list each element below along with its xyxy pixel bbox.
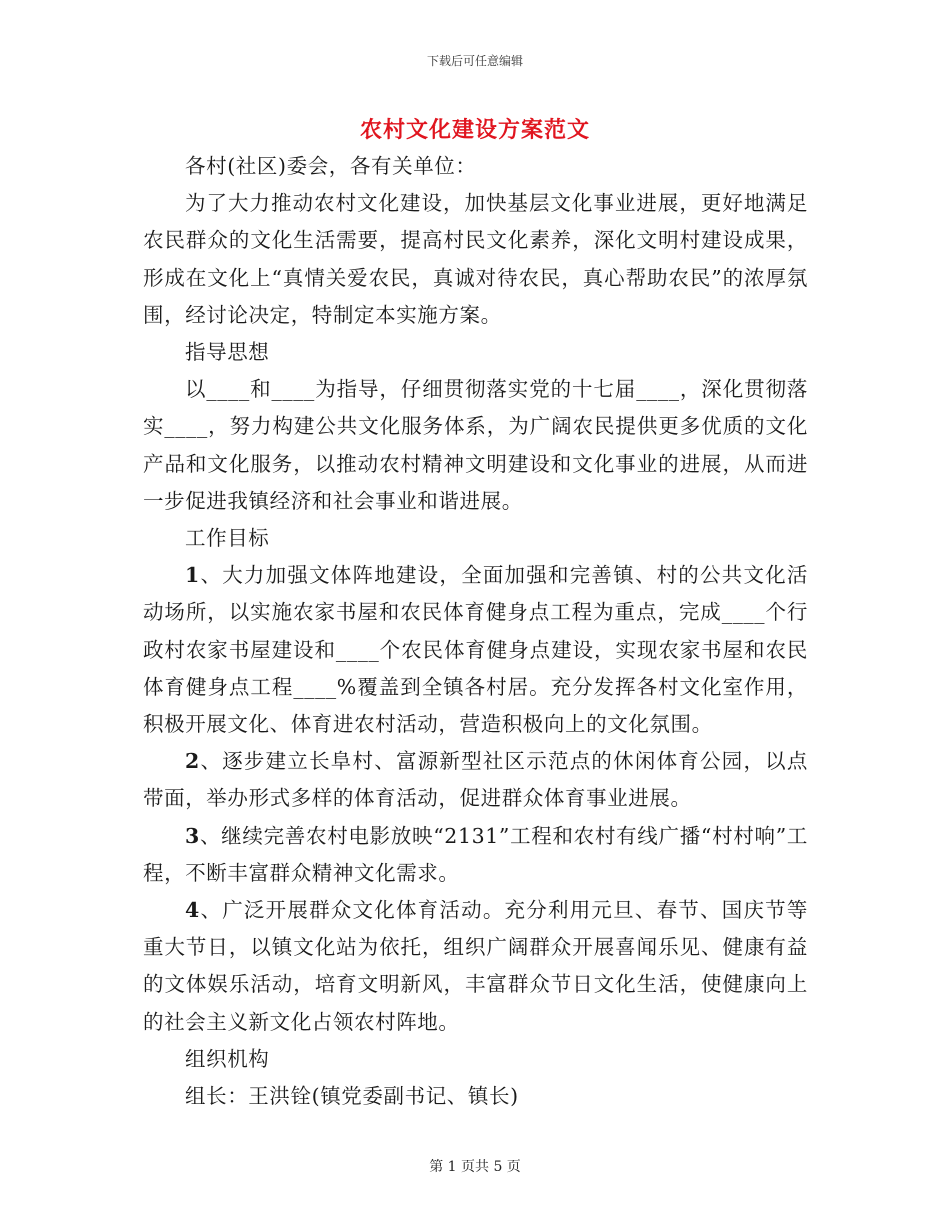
section-heading-org — [143, 1041, 808, 1078]
leader-paragraph — [143, 1078, 808, 1115]
paragraph-text: 为了大力推动农村文化建设，加快基层文化事业进展，更好地满足农民群众的文化生活需要，提高村民文化素养，深化文明村建设成果，形成在文化上“真情关爱农民，真诚对待农民，真心帮助农民”的浓厚氛围，经讨论决定，特制定本实施方案。 — [143, 191, 808, 327]
goal-item-3 — [143, 818, 808, 892]
paragraph-text: 、大力加强文体阵地建设，全面加强和完善镇、村的公共文化活动场所，以实施农家书屋和农民体育健身点工程为重点，完成____个行政村农家书屋建设和____个农民体育健身点建设，实现农家书屋和农民体育健身点工程____%覆盖到全镇各村居。充分发挥各村文化室作用，积极开展文化、体育进农村活动，营造积极向上的文化氛围。 — [143, 563, 808, 737]
document-body — [143, 148, 808, 1115]
goal-item-4 — [143, 892, 808, 1041]
item-number: 1 — [185, 563, 200, 588]
header-note: 下载后可任意编辑 — [426, 54, 523, 68]
item-number: 4 — [185, 898, 200, 923]
heading-text: 组织机构 — [185, 1046, 270, 1071]
paragraph-text: 各村(社区)委会，各有关单位： — [185, 154, 477, 178]
heading-text: 工作目标 — [185, 526, 270, 551]
goal-item-2 — [143, 743, 808, 817]
heading-text: 指导思想 — [185, 340, 270, 365]
intro-paragraph — [143, 185, 808, 334]
salutation-paragraph — [143, 148, 808, 185]
paragraph-text: 、广泛开展群众文化体育活动。充分利用元旦、春节、国庆节等重大节日，以镇文化站为依托，组织广阔群众开展喜闻乐见、健康有益的文体娱乐活动，培育文明新风，丰富群众节日文化生活，使健康向上的社会主义新文化占领农村阵地。 — [143, 898, 808, 1034]
paragraph-text: 、继续完善农村电影放映“2131”工程和农村有线广播“村村响”工程，不断丰富群众精神文化需求。 — [143, 823, 808, 885]
goal-item-1 — [143, 557, 808, 743]
page-footer: 第 1 页共 5 页 — [429, 1159, 521, 1175]
paragraph-text: 、逐步建立长阜村、富源新型社区示范点的休闲体育公园，以点带面，举办形式多样的体育活动，促进群众体育事业进展。 — [143, 749, 808, 811]
guiding-paragraph — [143, 371, 808, 520]
paragraph-text: 以____和____为指导，仔细贯彻落实党的十七届____，深化贯彻落实____，努力构建公共文化服务体系，为广阔农民提供更多优质的文化产品和文化服务，以推动农村精神文明建设和文化事业的进展，从而进一步促进我镇经济和社会事业和谐进展。 — [143, 377, 808, 513]
document-title: 农村文化建设方案范文 — [359, 117, 590, 143]
item-number: 2 — [185, 749, 200, 774]
paragraph-text: 组长：王洪铨(镇党委副书记、镇长) — [185, 1084, 519, 1109]
section-heading-guiding — [143, 334, 808, 371]
section-heading-goals — [143, 520, 808, 557]
item-number: 3 — [185, 823, 200, 848]
